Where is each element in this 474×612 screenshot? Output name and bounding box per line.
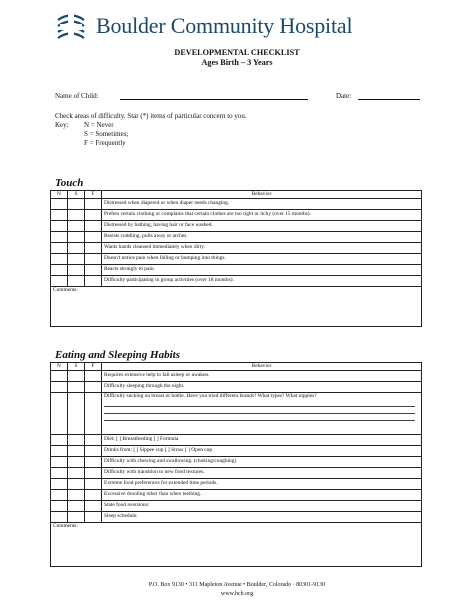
table-row: [51, 501, 422, 512]
checkbox-s[interactable]: [68, 501, 85, 512]
checkbox-n[interactable]: [51, 468, 68, 479]
comments-field[interactable]: [51, 287, 422, 327]
checkbox-f[interactable]: [85, 435, 102, 446]
checkbox-f[interactable]: [85, 479, 102, 490]
col-n: N: [51, 191, 68, 199]
table-row: [51, 254, 422, 265]
table-row: [51, 393, 422, 435]
behavior-text: Excessive drooling other than when teething.: [102, 490, 422, 501]
checkbox-n[interactable]: [51, 371, 68, 382]
checkbox-s[interactable]: [68, 393, 85, 435]
behavior-text: Drinks from: [ ] Sippee cup [ ] Straw [ ] Open cup: [102, 446, 422, 457]
name-field[interactable]: [120, 99, 308, 100]
instructions-text: Check areas of difficulty. Star (*) items of particular concern to you.: [55, 112, 247, 120]
behavior-text: Sleep schedule:: [102, 512, 422, 523]
checkbox-f[interactable]: [85, 254, 102, 265]
checkbox-n[interactable]: [51, 276, 68, 287]
comments-label: Comments:: [53, 523, 78, 529]
behavior-text: Requires extensive help to fall asleep or awaken.: [102, 371, 422, 382]
checkbox-s[interactable]: [68, 468, 85, 479]
document-title: DEVELOPMENTAL CHECKLIST: [174, 48, 300, 57]
date-field[interactable]: [358, 99, 420, 100]
col-f: F: [85, 191, 102, 199]
checkbox-n[interactable]: [51, 210, 68, 221]
comments-row: [51, 523, 422, 567]
checkbox-s[interactable]: [68, 199, 85, 210]
table-row: [51, 512, 422, 523]
name-label: Name of Child:: [55, 92, 99, 100]
comments-label: Comments:: [53, 287, 78, 293]
behavior-text: Extreme food preferences for extended time periods.: [102, 479, 422, 490]
checkbox-n[interactable]: [51, 446, 68, 457]
col-behavior: Behavior: [102, 363, 422, 371]
col-f: F: [85, 363, 102, 371]
checkbox-n[interactable]: [51, 254, 68, 265]
table-row: [51, 210, 422, 221]
checkbox-f[interactable]: [85, 490, 102, 501]
checkbox-f[interactable]: [85, 446, 102, 457]
answer-line[interactable]: [104, 407, 415, 414]
checkbox-n[interactable]: [51, 490, 68, 501]
table-row: [51, 371, 422, 382]
answer-line[interactable]: [104, 414, 415, 421]
behavior-text: Diet: [ ] Breastfeeding [ ] Formula: [102, 435, 422, 446]
table-row: [51, 490, 422, 501]
checkbox-n[interactable]: [51, 457, 68, 468]
checkbox-s[interactable]: [68, 382, 85, 393]
checkbox-f[interactable]: [85, 199, 102, 210]
footer-website[interactable]: www.bch.org: [220, 591, 254, 597]
checkbox-s[interactable]: [68, 446, 85, 457]
checkbox-f[interactable]: [85, 232, 102, 243]
checkbox-f[interactable]: [85, 382, 102, 393]
hospital-logo-icon: [56, 12, 86, 42]
behavior-text-with-lines: [102, 393, 422, 435]
touch-table: [50, 190, 422, 327]
table-row: [51, 382, 422, 393]
checkbox-n[interactable]: [51, 199, 68, 210]
table-row: [51, 243, 422, 254]
col-s: S: [68, 363, 85, 371]
checkbox-f[interactable]: [85, 501, 102, 512]
table-row: [51, 457, 422, 468]
checkbox-s[interactable]: [68, 243, 85, 254]
behavior-text: Reacts strongly to pain.: [102, 265, 422, 276]
checkbox-n[interactable]: [51, 435, 68, 446]
col-behavior: Behavior: [102, 191, 422, 199]
checkbox-n[interactable]: [51, 501, 68, 512]
eating-heading: Eating and Sleeping Habits: [55, 349, 180, 361]
col-n: N: [51, 363, 68, 371]
checkbox-f[interactable]: [85, 210, 102, 221]
behavior-text: Prefers certain clothing or complains that certain clothes are too tight or itchy (over 15 months).: [102, 210, 422, 221]
checkbox-f[interactable]: [85, 265, 102, 276]
checkbox-s[interactable]: [68, 435, 85, 446]
behavior-text: State food aversions:: [102, 501, 422, 512]
checkbox-n[interactable]: [51, 265, 68, 276]
checkbox-n[interactable]: [51, 512, 68, 523]
checkbox-f[interactable]: [85, 512, 102, 523]
behavior-text: Difficulty with transition to new food textures.: [102, 468, 422, 479]
answer-line[interactable]: [104, 400, 415, 407]
checkbox-s[interactable]: [68, 265, 85, 276]
checkbox-f[interactable]: [85, 457, 102, 468]
checkbox-s[interactable]: [68, 276, 85, 287]
footer-address: P.O. Box 9130 • 311 Mapleton Avenue • Boulder, Colorado · 80301-9130: [148, 582, 326, 588]
behavior-text: Difficulty with chewing and swallowing. (choking/coughing): [102, 457, 422, 468]
checkbox-f[interactable]: [85, 243, 102, 254]
checkbox-f[interactable]: [85, 276, 102, 287]
comments-field[interactable]: [51, 523, 422, 567]
table-row: [51, 468, 422, 479]
table-row: [51, 232, 422, 243]
key-frequently: F = Frequently: [84, 139, 126, 147]
checkbox-s[interactable]: [68, 479, 85, 490]
checkbox-n[interactable]: [51, 221, 68, 232]
behavior-text: Wants hands cleansed immediately when dirty.: [102, 243, 422, 254]
checkbox-n[interactable]: [51, 382, 68, 393]
checkbox-n[interactable]: [51, 243, 68, 254]
table-row: [51, 276, 422, 287]
behavior-text: Difficulty sucking on breast or bottle. Have you tried different brands? What types? What nipples?: [104, 393, 317, 399]
checkbox-f[interactable]: [85, 371, 102, 382]
document-subtitle: Ages Birth – 3 Years: [201, 58, 273, 67]
checkbox-s[interactable]: [68, 371, 85, 382]
checkbox-s[interactable]: [68, 490, 85, 501]
behavior-text: Difficulty sleeping through the night.: [102, 382, 422, 393]
behavior-text: Doesn't notice pain when falling or bumping into things.: [102, 254, 422, 265]
table-row: [51, 479, 422, 490]
eating-table: [50, 362, 422, 567]
date-label: Date:: [336, 92, 352, 100]
key-never: N = Never: [84, 121, 114, 129]
col-s: S: [68, 191, 85, 199]
checkbox-s[interactable]: [68, 254, 85, 265]
behavior-text: Distressed when diapered or when diaper needs changing.: [102, 199, 422, 210]
comments-row: [51, 287, 422, 327]
checkbox-n[interactable]: [51, 479, 68, 490]
checkbox-s[interactable]: [68, 457, 85, 468]
table-row: [51, 435, 422, 446]
table-row: [51, 221, 422, 232]
touch-heading: Touch: [55, 177, 84, 189]
checkbox-s[interactable]: [68, 512, 85, 523]
checkbox-f[interactable]: [85, 393, 102, 435]
table-row: [51, 199, 422, 210]
checkbox-n[interactable]: [51, 232, 68, 243]
hospital-name: Boulder Community Hospital: [96, 13, 353, 38]
behavior-text: Distressed by bathing, having hair or face washed.: [102, 221, 422, 232]
checkbox-f[interactable]: [85, 221, 102, 232]
checkbox-s[interactable]: [68, 210, 85, 221]
behavior-text: Resists cuddling, pulls away or arches.: [102, 232, 422, 243]
key-sometimes: S = Sometimes;: [84, 130, 129, 138]
checkbox-s[interactable]: [68, 221, 85, 232]
table-row: [51, 265, 422, 276]
checkbox-n[interactable]: [51, 393, 68, 435]
key-label: Key:: [55, 121, 69, 129]
behavior-text: Difficulty participating in group activities (over 18 months).: [102, 276, 422, 287]
checkbox-f[interactable]: [85, 468, 102, 479]
checkbox-s[interactable]: [68, 232, 85, 243]
table-row: [51, 446, 422, 457]
